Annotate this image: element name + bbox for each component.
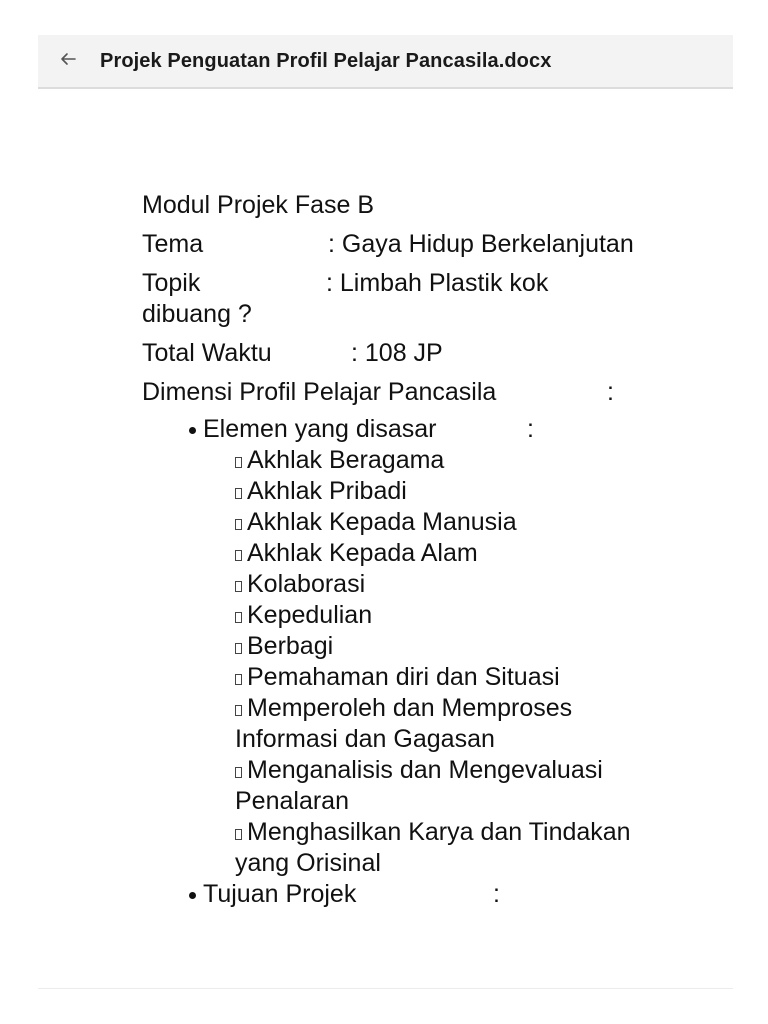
bullet-list xyxy=(142,414,642,910)
dimensi-label: Dimensi Profil Pelajar Pancasila xyxy=(142,378,497,406)
list-item: Menghasilkan Karya dan Tindakan yang Orisinal xyxy=(235,818,631,877)
list-item: Akhlak Beragama xyxy=(235,445,655,476)
module-heading: Modul Projek Fase B xyxy=(142,191,375,219)
bullet-elemen xyxy=(187,414,642,879)
dimensi-colon: : xyxy=(607,378,614,406)
total-waktu-value: : 108 JP xyxy=(351,339,443,367)
missing-glyph-icon xyxy=(235,519,242,530)
missing-glyph-icon xyxy=(235,705,242,716)
topik-label: Topik xyxy=(142,269,201,297)
list-item: Berbagi xyxy=(235,631,655,662)
tema-row xyxy=(142,229,642,260)
list-item: Akhlak Pribadi xyxy=(235,476,655,507)
bullet-tujuan xyxy=(187,879,642,910)
list-item: Pemahaman diri dan Situasi xyxy=(235,662,655,693)
back-button[interactable] xyxy=(47,34,89,88)
missing-glyph-icon xyxy=(235,457,242,468)
list-item: Menganalisis dan Mengevaluasi Penalaran xyxy=(235,756,603,815)
list-item: Kepedulian xyxy=(235,600,655,631)
topik-value: : Limbah Plastik kok dibuang ? xyxy=(142,269,549,328)
missing-glyph-icon xyxy=(235,550,242,561)
missing-glyph-icon xyxy=(235,829,242,840)
app-bar xyxy=(38,35,733,89)
document-body xyxy=(142,190,642,910)
bullet-dot-icon xyxy=(189,427,196,434)
missing-glyph-icon xyxy=(235,581,242,592)
list-item: Kolaborasi xyxy=(235,569,655,600)
total-waktu-label: Total Waktu xyxy=(142,339,272,367)
elemen-label: Elemen yang disasar xyxy=(203,415,437,443)
missing-glyph-icon xyxy=(235,767,242,778)
document-title: Projek Penguatan Profil Pelajar Pancasila.docx xyxy=(100,49,552,72)
tema-value: : Gaya Hidup Berkelanjutan xyxy=(328,230,634,258)
divider xyxy=(38,988,733,989)
missing-glyph-icon xyxy=(235,612,242,623)
elemen-colon: : xyxy=(527,415,534,443)
list-item: Akhlak Kepada Manusia xyxy=(235,507,655,538)
list-item: Memperoleh dan Memproses Informasi dan Gagasan xyxy=(235,694,573,753)
elemen-sub-list xyxy=(203,445,655,879)
total-waktu-row xyxy=(142,338,642,369)
topik-row xyxy=(142,268,642,330)
missing-glyph-icon xyxy=(235,643,242,654)
list-item: Akhlak Kepada Alam xyxy=(235,538,655,569)
tema-label: Tema xyxy=(142,230,204,258)
arrow-left-icon xyxy=(58,49,78,74)
missing-glyph-icon xyxy=(235,488,242,499)
bullet-dot-icon xyxy=(189,892,196,899)
missing-glyph-icon xyxy=(235,674,242,685)
dimensi-row xyxy=(142,377,642,408)
tujuan-colon: : xyxy=(493,880,500,908)
tujuan-label: Tujuan Projek xyxy=(203,880,357,908)
